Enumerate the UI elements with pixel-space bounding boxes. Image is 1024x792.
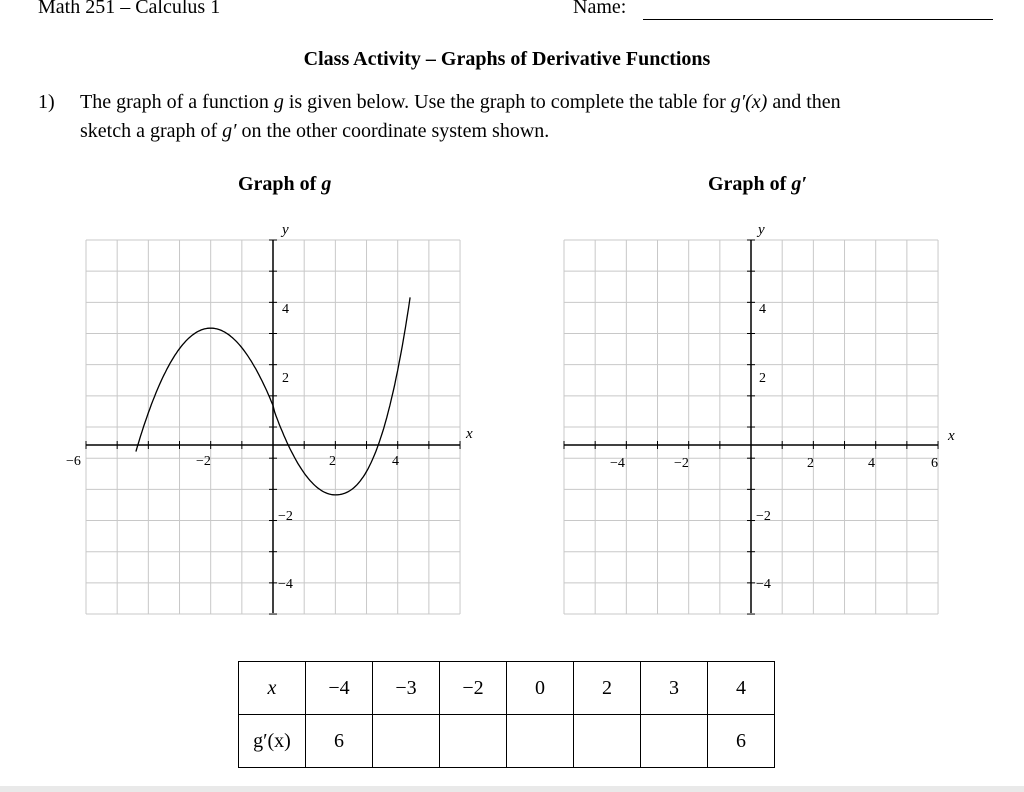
graph-of-g	[66, 222, 473, 614]
course-label: Math 251 – Calculus 1	[38, 0, 221, 18]
page-bottom-edge	[0, 786, 1024, 792]
right-y-tick-label: −4	[756, 577, 771, 592]
left-x-axis-label: x	[466, 426, 473, 442]
graph-title-text: Graph of	[708, 173, 792, 195]
table-row	[239, 662, 775, 715]
right-y-tick-label: 2	[759, 371, 766, 386]
left-x-tick-label: −2	[196, 454, 211, 469]
derivative-table	[238, 661, 775, 768]
table-cell-x: −2	[440, 662, 507, 715]
right-x-axis-label: x	[948, 428, 955, 444]
name-label: Name:	[573, 0, 627, 18]
table-cell-x: 3	[641, 662, 708, 715]
graph-title-var: g′	[791, 173, 807, 195]
table-cell-gprime[interactable]	[641, 715, 708, 768]
table-cell-gprime[interactable]: 6	[306, 715, 373, 768]
table-header-gprime: g′(x)	[239, 715, 306, 768]
q-text: is given below. Use the graph to complete the table for	[283, 91, 731, 113]
table-cell-gprime[interactable]	[507, 715, 574, 768]
question-number: 1)	[38, 91, 55, 113]
q-var-gprime: g′	[222, 120, 237, 142]
graph-title-text: Graph of	[238, 173, 322, 195]
q-text: and then	[767, 91, 841, 113]
graph-title-var: g	[321, 173, 332, 195]
table-row	[239, 715, 775, 768]
q-var-gprime-x: g′(x)	[730, 91, 768, 113]
table-cell-x: −4	[306, 662, 373, 715]
table-header-x: x	[239, 662, 306, 715]
right-x-tick-label: 2	[807, 456, 814, 471]
q-text: sketch a graph of	[80, 120, 223, 142]
table-cell-gprime[interactable]	[574, 715, 641, 768]
table-cell-gprime[interactable]: 6	[708, 715, 775, 768]
left-y-tick-label: −4	[278, 577, 293, 592]
right-y-tick-label: 4	[759, 302, 766, 317]
left-y-axis-label: y	[282, 222, 289, 238]
left-x-tick-label: 2	[329, 454, 336, 469]
right-y-axis-label: y	[758, 222, 765, 238]
left-y-tick-label: 4	[282, 302, 289, 317]
table-cell-gprime[interactable]	[373, 715, 440, 768]
table-cell-x: 4	[708, 662, 775, 715]
right-x-tick-label: 4	[868, 456, 875, 471]
q-text: on the other coordinate system shown.	[236, 120, 550, 142]
left-y-tick-label: 2	[282, 371, 289, 386]
left-x-tick-label: 4	[392, 454, 399, 469]
left-x-tick-label: −6	[66, 454, 81, 469]
table-cell-x: 0	[507, 662, 574, 715]
right-x-tick-label: −2	[674, 456, 689, 471]
graph-of-gprime[interactable]	[564, 222, 955, 614]
q-text: The graph of a function	[80, 91, 274, 113]
right-x-tick-label: −4	[610, 456, 625, 471]
q-var-g: g	[273, 91, 284, 113]
table-cell-gprime[interactable]	[440, 715, 507, 768]
table-cell-x: 2	[574, 662, 641, 715]
right-y-tick-label: −2	[756, 509, 771, 524]
page-title: Class Activity – Graphs of Derivative Functions	[303, 48, 711, 70]
right-x-tick-label: 6	[931, 456, 938, 471]
left-y-tick-label: −2	[278, 509, 293, 524]
table-cell-x: −3	[373, 662, 440, 715]
